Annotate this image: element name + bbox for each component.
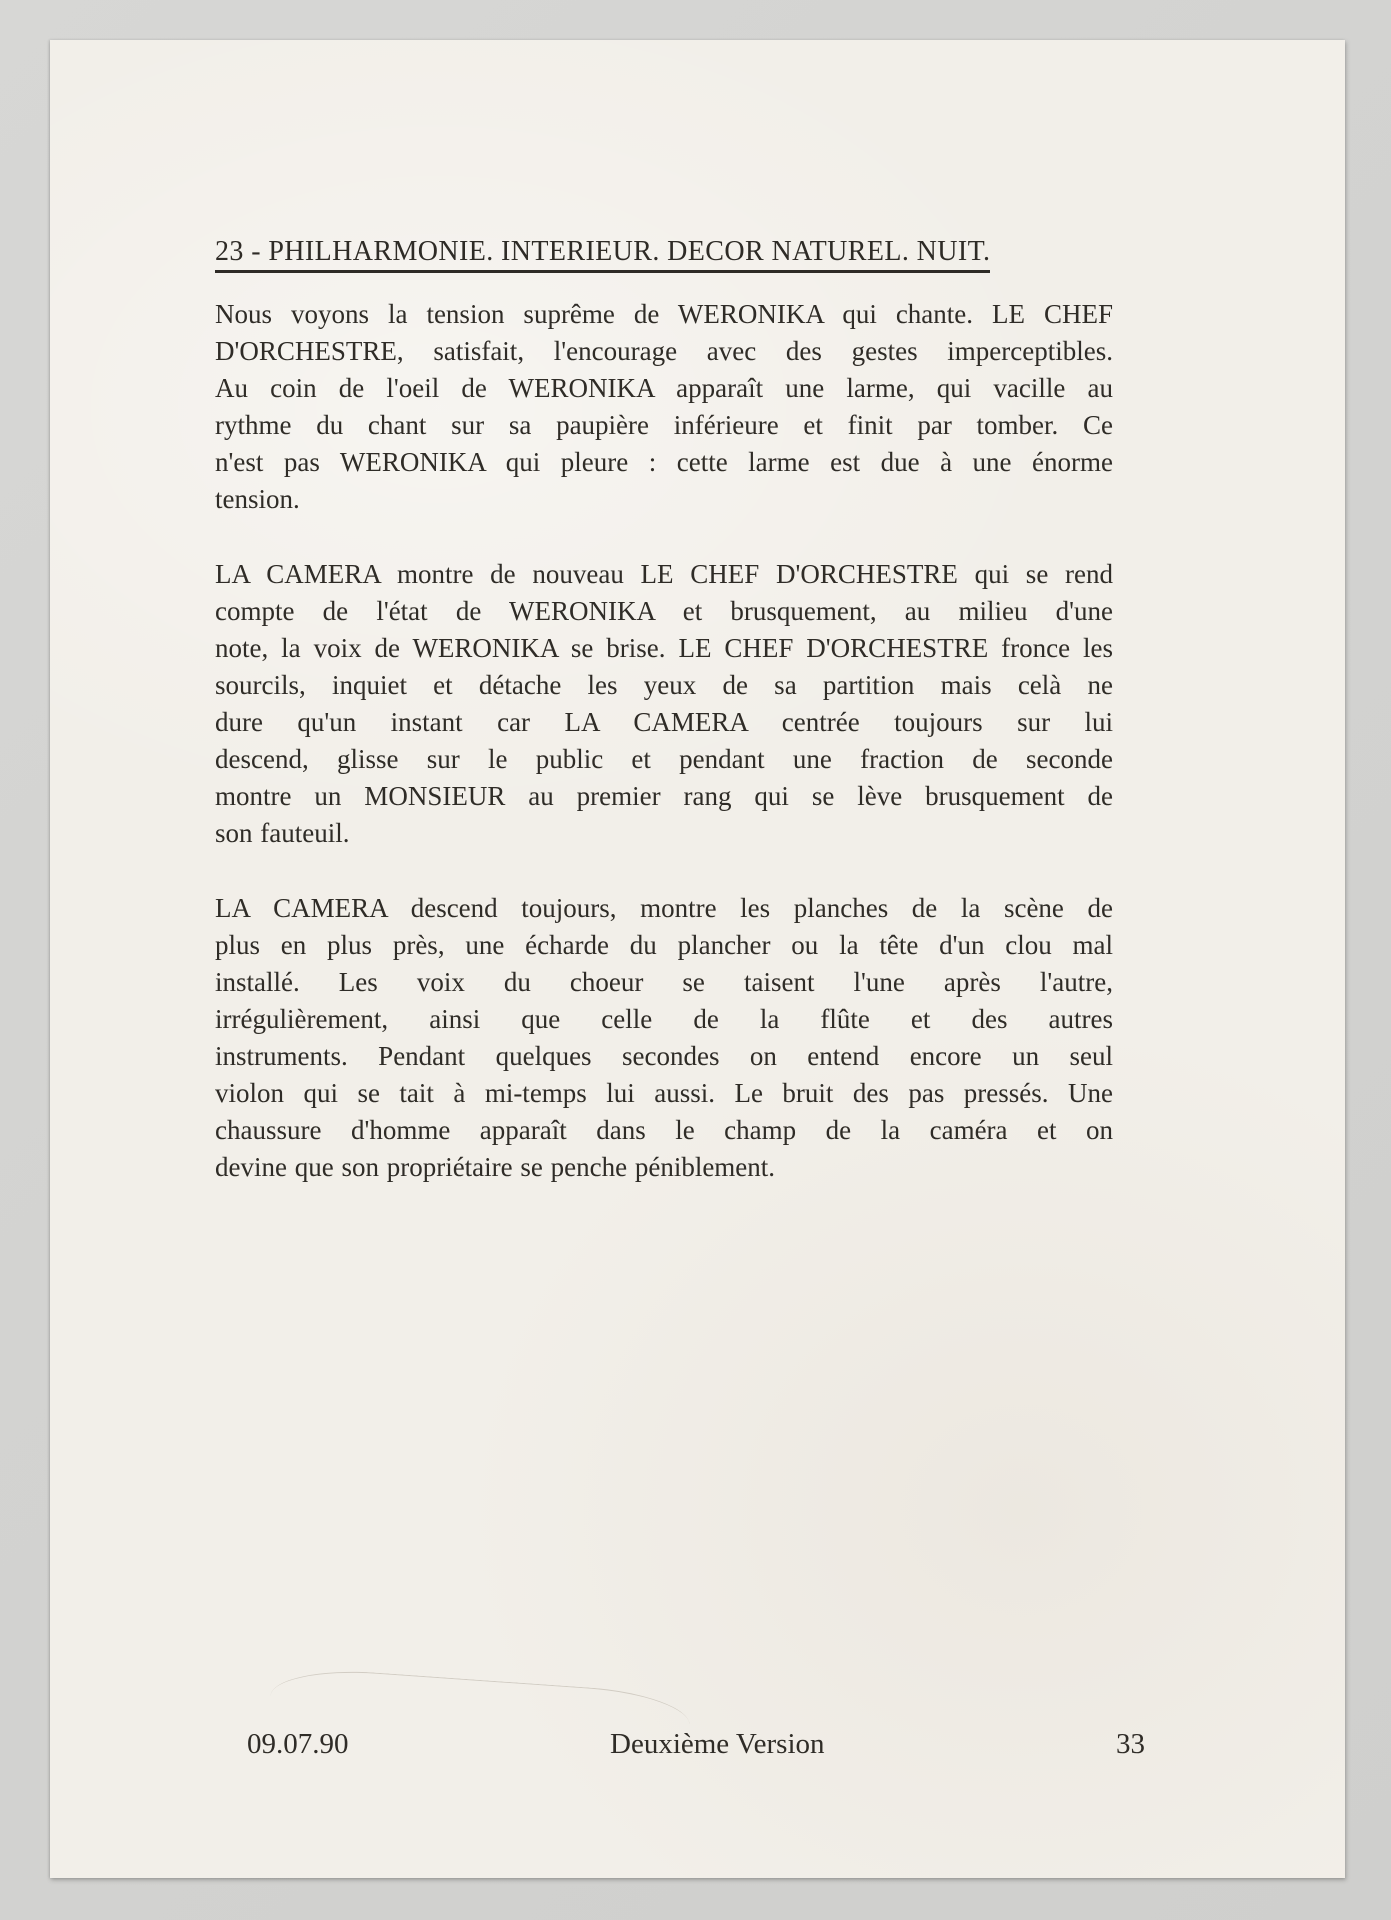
text-line: n'est pas WERONIKA qui pleure : cette larme est due à une énorme bbox=[215, 447, 1113, 477]
text-line: devine que son propriétaire se penche péniblement. bbox=[215, 1152, 776, 1182]
paragraph bbox=[215, 296, 1113, 518]
text-line: D'ORCHESTRE, satisfait, l'encourage avec des gestes imperceptibles. bbox=[215, 336, 1113, 366]
text-line: chaussure d'homme apparaît dans le champ de la caméra et on bbox=[215, 1115, 1113, 1145]
text-line: Nous voyons la tension suprême de WERONIKA qui chante. LE CHEF bbox=[215, 299, 1113, 329]
paragraph bbox=[215, 890, 1113, 1186]
document-page bbox=[50, 40, 1345, 1878]
footer-page-number: 33 bbox=[1116, 1728, 1145, 1760]
text-line: tension. bbox=[215, 484, 300, 514]
text-line: LA CAMERA montre de nouveau LE CHEF D'ORCHESTRE qui se rend bbox=[215, 559, 1113, 589]
text-line: son fauteuil. bbox=[215, 818, 350, 848]
text-line: compte de l'état de WERONIKA et brusquement, au milieu d'une bbox=[215, 596, 1113, 626]
text-line: montre un MONSIEUR au premier rang qui se lève brusquement de bbox=[215, 781, 1113, 811]
text-line: installé. Les voix du choeur se taisent l'une après l'autre, bbox=[215, 967, 1113, 997]
text-line: violon qui se tait à mi-temps lui aussi. Le bruit des pas pressés. Une bbox=[215, 1078, 1113, 1108]
text-line: LA CAMERA descend toujours, montre les planches de la scène de bbox=[215, 893, 1113, 923]
text-line: rythme du chant sur sa paupière inférieure et finit par tomber. Ce bbox=[215, 410, 1113, 440]
paragraph bbox=[215, 556, 1113, 852]
footer-date: 09.07.90 bbox=[247, 1728, 349, 1760]
text-line: Au coin de l'oeil de WERONIKA apparaît une larme, qui vacille au bbox=[215, 373, 1113, 403]
text-line: dure qu'un instant car LA CAMERA centrée toujours sur lui bbox=[215, 707, 1113, 737]
scene-heading-text: 23 - PHILHARMONIE. INTERIEUR. DECOR NATUREL. NUIT. bbox=[215, 236, 990, 273]
footer-version-label: Deuxième Version bbox=[610, 1728, 825, 1760]
paragraphs bbox=[215, 296, 1113, 1224]
text-line: irrégulièrement, ainsi que celle de la flûte et des autres bbox=[215, 1004, 1113, 1034]
text-line: instruments. Pendant quelques secondes on entend encore un seul bbox=[215, 1041, 1113, 1071]
scene-heading bbox=[215, 236, 990, 273]
text-line: plus en plus près, une écharde du plancher ou la tête d'un clou mal bbox=[215, 930, 1113, 960]
text-line: note, la voix de WERONIKA se brise. LE CHEF D'ORCHESTRE fronce les bbox=[215, 633, 1113, 663]
page-footer bbox=[50, 1728, 1345, 1773]
text-line: descend, glisse sur le public et pendant une fraction de seconde bbox=[215, 744, 1113, 774]
text-line: sourcils, inquiet et détache les yeux de sa partition mais celà ne bbox=[215, 670, 1113, 700]
